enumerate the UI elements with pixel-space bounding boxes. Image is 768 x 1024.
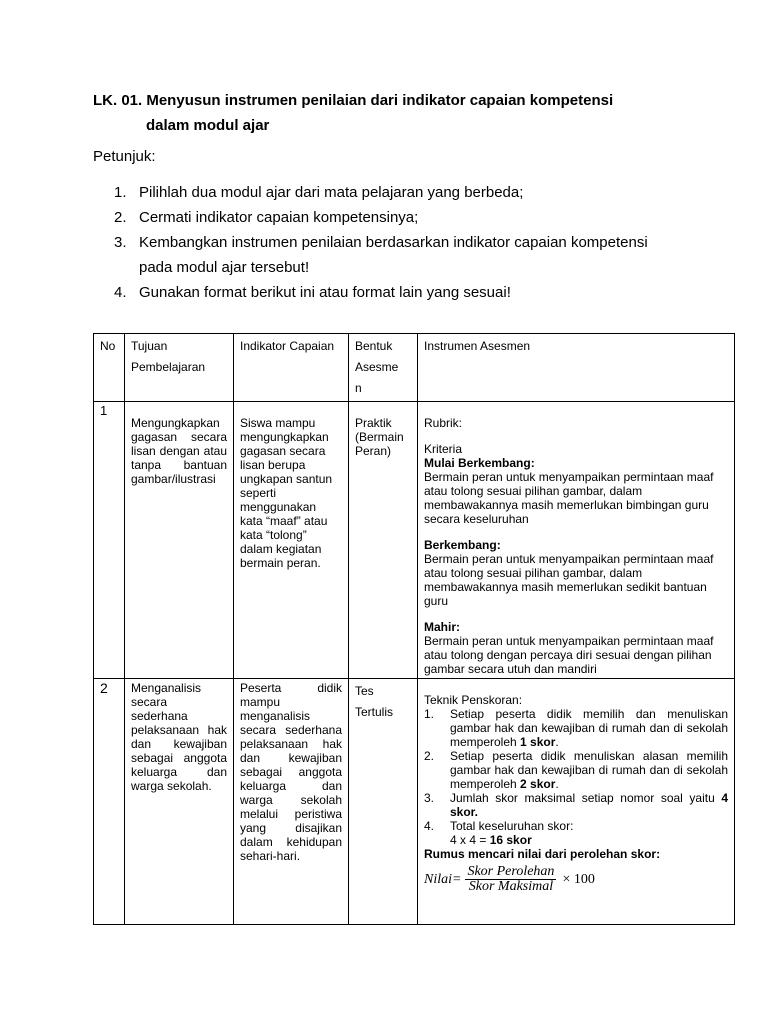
total-bold: 16 skor	[489, 833, 532, 847]
bentuk-text: Praktik (Bermain Peran)	[355, 416, 404, 458]
formula-rhs: × 100	[562, 871, 595, 887]
worksheet-title	[93, 88, 613, 138]
criteria-title: Berkembang:	[424, 538, 501, 552]
criteria-title: Mahir:	[424, 620, 460, 634]
instruction-number: 2.	[114, 209, 127, 226]
cell-indikator	[234, 679, 349, 925]
instruction-item	[93, 230, 648, 255]
cell-tujuan	[125, 402, 234, 679]
formula-lhs: Nilai=	[424, 871, 462, 887]
instruction-text: Kembangkan instrumen penilaian berdasarkan indikator capaian kompetensi	[139, 234, 648, 251]
header-tujuan	[125, 334, 234, 402]
scoring-heading: Teknik Penskoran:	[424, 693, 523, 707]
scoring-item	[424, 819, 728, 847]
rubric-label: Rubrik:	[424, 416, 463, 430]
score-formula	[424, 865, 728, 894]
criteria-text: Bermain peran untuk menyampaikan permintaan maaf atau tolong sesuai pilihan gambar, dalam membawakannya masih memerlukan bimbingan guru secara keseluruhan	[424, 470, 714, 526]
tujuan-text: Menganalisis secara sederhana pelaksanaan hak dan kewajiban sebagai anggota keluarga dan warga sekolah.	[131, 681, 227, 793]
scoring-number: 2.	[424, 749, 435, 763]
table-header-row	[94, 334, 735, 402]
scoring-text: Setiap peserta didik menuliskan alasan memilih gambar hak dan kewajiban di rumah dan di sekolah memperoleh	[450, 749, 728, 791]
criteria-label: Kriteria	[424, 442, 463, 456]
formula-numerator: Skor Perolehan	[467, 864, 555, 879]
tujuan-text: Mengungkapkan gagasan secara lisan dengan atau tanpa bantuan gambar/ilustrasi	[131, 416, 227, 486]
header-tujuan-line: Pembelajaran	[131, 360, 206, 374]
criteria-text: Bermain peran untuk menyampaikan permintaan maaf atau tolong dengan percaya diri sesuai dengan pilihan gambar secara utuh dan mandiri	[424, 634, 714, 676]
scoring-text: Setiap peserta didik memilih dan menuliskan gambar hak dan kewajiban di rumah dan di sekolah memperoleh	[450, 707, 728, 749]
instruction-item	[93, 280, 648, 305]
instruction-list	[93, 180, 648, 305]
indikator-text: Siswa mampu mengungkapkan gagasan secara lisan berupa ungkapan santun seperti menggunakan kata “maaf” atau kata “tolong” dalam kegiatan bermain peran.	[240, 416, 333, 570]
criteria-text: Bermain peran untuk menyampaikan permintaan maaf atau tolong sesuai pilihan gambar, dalam membawakannya masih memerlukan sedikit bantuan guru	[424, 552, 714, 608]
bentuk-text: Tertulis	[355, 705, 394, 719]
instruction-item	[93, 180, 648, 205]
scoring-bold: 2 skor	[520, 777, 556, 791]
criteria-title: Mulai Berkembang:	[424, 456, 535, 470]
row-number	[94, 402, 125, 679]
row-number	[94, 679, 125, 925]
header-tujuan-line: Tujuan	[131, 339, 168, 353]
scoring-number: 4.	[424, 819, 435, 833]
formula-heading: Rumus mencari nilai dari perolehan skor:	[424, 847, 661, 861]
total-text: 4 x 4 =	[450, 833, 490, 847]
scoring-bold: 4 skor.	[450, 791, 728, 819]
scoring-text: Jumlah skor maksimal setiap nomor soal yaitu	[450, 791, 722, 805]
scoring-number: 3.	[424, 791, 435, 805]
instruction-item	[93, 205, 648, 230]
instruction-text: Gunakan format berikut ini atau format lain yang sesuai!	[139, 284, 511, 301]
scoring-item	[424, 749, 728, 791]
cell-bentuk	[349, 679, 418, 925]
instruction-item	[93, 255, 648, 280]
row-number-text: 2	[100, 680, 108, 696]
scoring-text: .	[555, 735, 559, 749]
scoring-item	[424, 707, 728, 749]
formula-denominator: Skor Maksimal	[468, 879, 554, 894]
cell-indikator	[234, 402, 349, 679]
header-instrumen: Instrumen Asesmen	[418, 334, 735, 402]
scoring-item	[424, 791, 728, 819]
row-number-text: 1	[100, 403, 108, 418]
instruction-number: 3.	[114, 234, 127, 251]
scoring-bold: 1 skor	[520, 735, 556, 749]
header-bentuk	[349, 334, 418, 402]
header-indikator: Indikator Capaian	[234, 334, 349, 402]
indikator-text: Peserta didik mampu menganalisis secara sederhana pelaksanaan hak dan kewajiban sebagai anggota keluarga dan warga sekolah melalui peristiwa yang disajikan dalam kehidupan sehari-hari.	[240, 681, 342, 863]
header-bentuk-line: Bentuk	[355, 339, 393, 353]
scoring-number: 1.	[424, 707, 435, 721]
instruction-text: Pilihlah dua modul ajar dari mata pelajaran yang berbeda;	[139, 184, 524, 201]
cell-tujuan	[125, 679, 234, 925]
scoring-list	[424, 707, 728, 847]
instruction-text: pada modul ajar tersebut!	[139, 259, 310, 276]
instruction-text: Cermati indikator capaian kompetensinya;	[139, 209, 419, 226]
cell-bentuk	[349, 402, 418, 679]
instruction-number: 1.	[114, 184, 127, 201]
header-no: No	[94, 334, 125, 402]
scoring-text: .	[555, 777, 559, 791]
instruction-number: 4.	[114, 284, 127, 301]
table-row	[94, 679, 735, 925]
header-bentuk-line: n	[355, 381, 362, 395]
table-row	[94, 402, 735, 679]
formula-fraction	[465, 865, 556, 894]
cell-instrumen	[418, 402, 735, 679]
assessment-table	[93, 333, 735, 925]
cell-instrumen	[418, 679, 735, 925]
title-line-1: LK. 01. Menyusun instrumen penilaian dari indikator capaian kompetensi	[93, 92, 614, 109]
header-bentuk-line: Asesme	[355, 360, 399, 374]
scoring-text: Total keseluruhan skor:	[450, 819, 574, 833]
bentuk-text: Tes	[355, 684, 374, 698]
title-line-2: dalam modul ajar	[146, 117, 270, 134]
instructions-heading: Petunjuk:	[93, 148, 156, 165]
